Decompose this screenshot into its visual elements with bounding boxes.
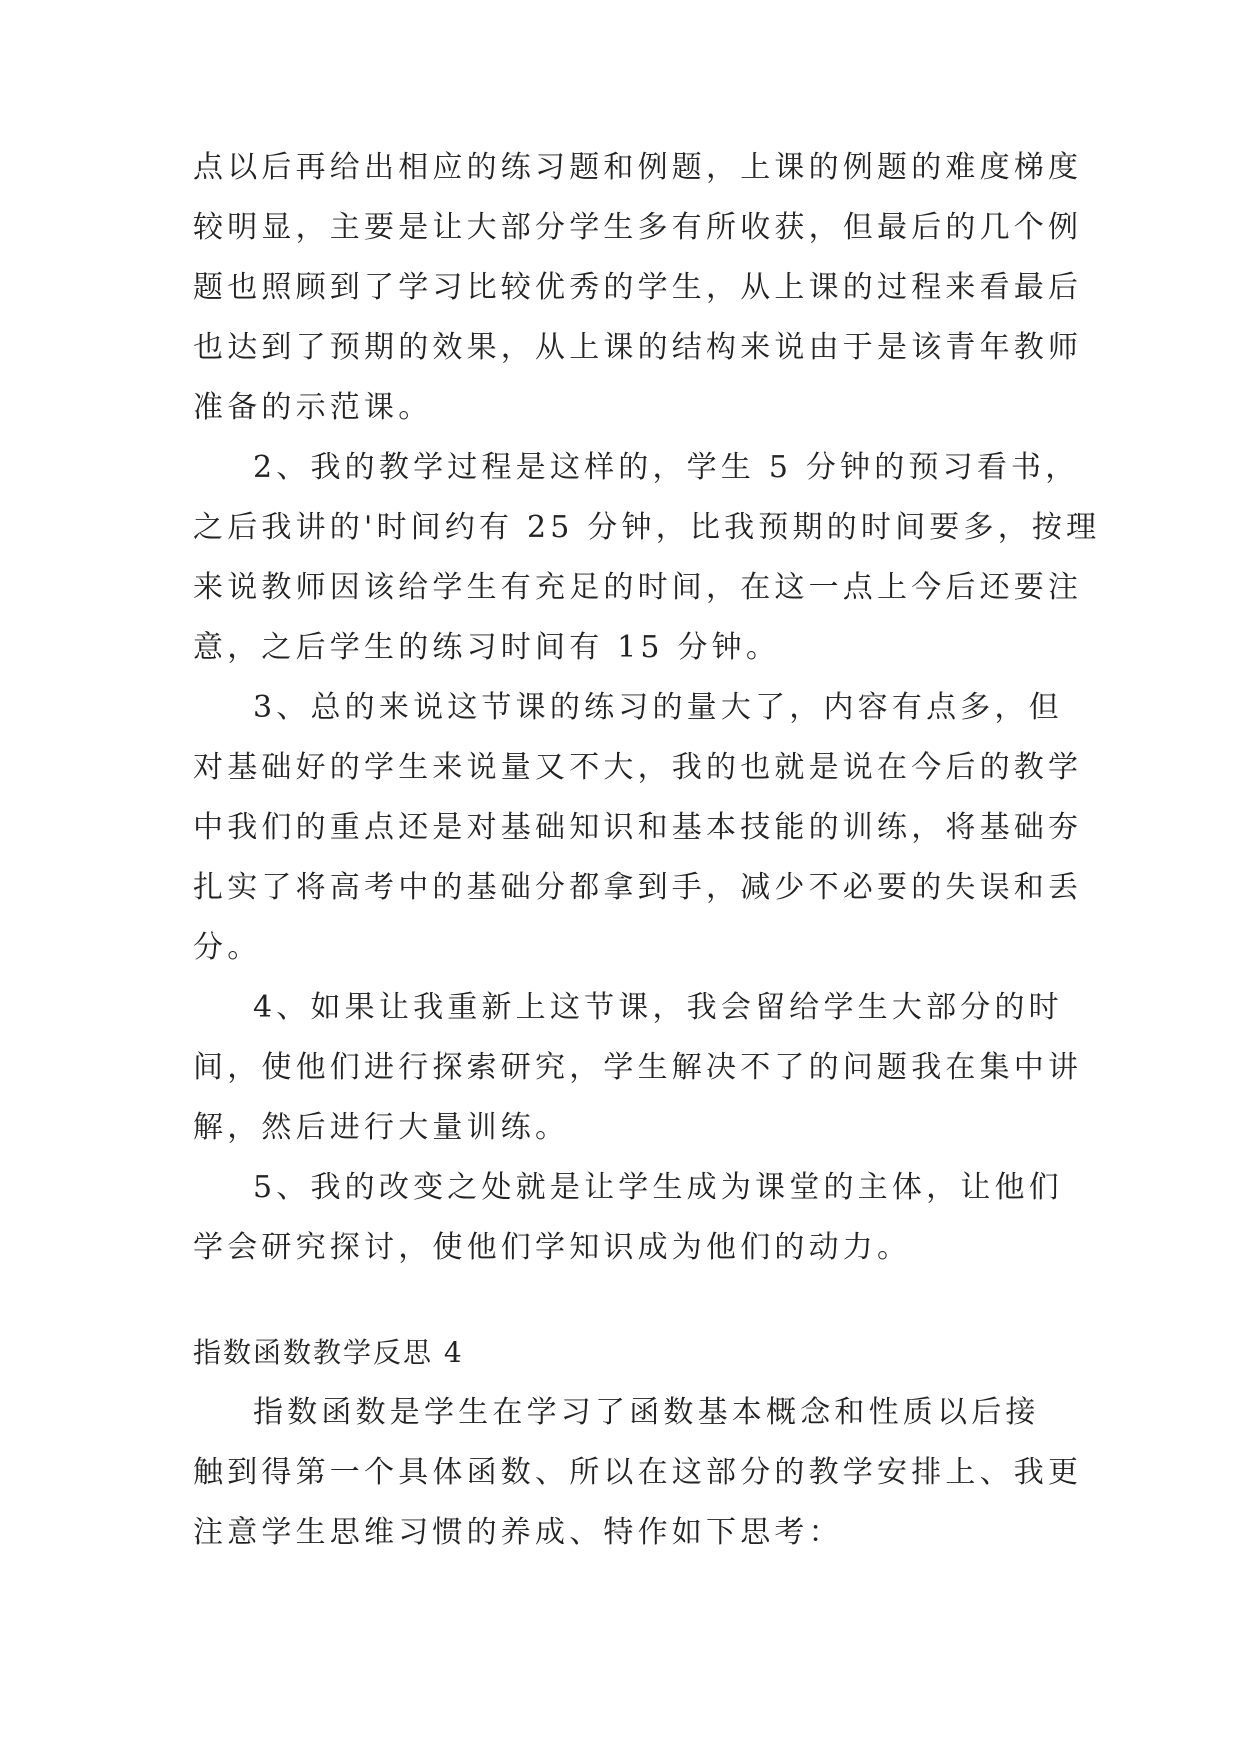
paragraph-5 [193, 1158, 1063, 1278]
paragraph-line: 5、我的改变之处就是让学生成为课堂的主体，让他们 [253, 1170, 1063, 1205]
paragraph-line: 间，使他们进行探索研究，学生解决不了的问题我在集中讲 [193, 1050, 1083, 1085]
paragraph-line: 指数函数是学生在学习了函数基本概念和性质以后接 [253, 1395, 1040, 1430]
paragraph-line: 分。 [193, 930, 262, 965]
paragraph-line: 意，之后学生的练习时间有 15 分钟。 [193, 630, 781, 665]
paragraph-line: 准备的示范课。 [193, 390, 433, 425]
paragraph-4 [193, 978, 1083, 1158]
paragraph-line: 解，然后进行大量训练。 [193, 1110, 570, 1145]
section-title: 指数函数教学反思 4 [193, 1336, 464, 1369]
paragraph-line: 触到得第一个具体函数、所以在这部分的教学安排上、我更 [193, 1455, 1083, 1490]
paragraph-line: 题也照顾到了学习比较优秀的学生，从上课的过程来看最后 [193, 270, 1083, 305]
paragraph-line: 也达到了预期的效果，从上课的结构来说由于是该青年教师 [193, 330, 1083, 365]
body-text-top [193, 138, 1101, 1278]
paragraph-line: 对基础好的学生来说量又不大，我的也就是说在今后的教学 [193, 750, 1083, 785]
paragraph-line: 之后我讲的'时间约有 25 分钟，比我预期的时间要多，按理 [193, 510, 1101, 545]
paragraph-line: 学会研究探讨，使他们学知识成为他们的动力。 [193, 1230, 912, 1265]
paragraph-6 [193, 1383, 1083, 1563]
paragraph-line: 中我们的重点还是对基础知识和基本技能的训练，将基础夯 [193, 810, 1083, 845]
paragraph-line: 2、我的教学过程是这样的，学生 5 分钟的预习看书， [253, 450, 1080, 485]
body-text-bottom [193, 1383, 1083, 1563]
paragraph-line: 来说教师因该给学生有充足的时间，在这一点上今后还要注 [193, 570, 1083, 605]
paragraph-line: 点以后再给出相应的练习题和例题，上课的例题的难度梯度 [193, 150, 1083, 185]
paragraph-line: 注意学生思维习惯的养成、特作如下思考： [193, 1515, 843, 1550]
paragraph-line: 3、总的来说这节课的练习的量大了，内容有点多，但 [253, 690, 1063, 725]
paragraph-2 [193, 438, 1101, 678]
section-heading-block [193, 1323, 1063, 1383]
paragraph-line: 4、如果让我重新上这节课，我会留给学生大部分的时 [253, 990, 1063, 1025]
paragraph-1 [193, 138, 1083, 438]
paragraph-line: 扎实了将高考中的基础分都拿到手，减少不必要的失误和丢 [193, 870, 1083, 905]
paragraph-line: 较明显，主要是让大部分学生多有所收获，但最后的几个例 [193, 210, 1083, 245]
paragraph-3 [193, 678, 1083, 978]
